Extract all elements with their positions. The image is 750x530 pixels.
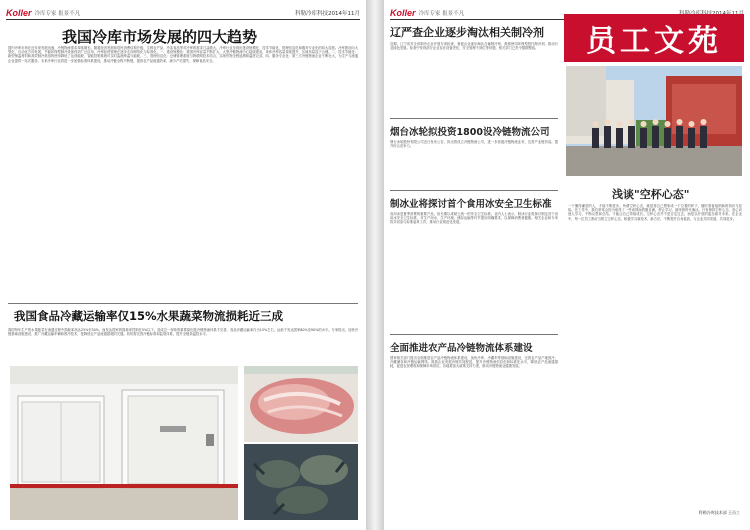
article-ice-hygiene-standard: 食用冰是夏季消费的重要产品，但长期以来缺乏统一的安全卫生标准。业内人士表示，制冰行业将探讨制定首个食用冰安全卫生标准，对生产用水、生产环境、储存运输等环节提出明确要求，以保障消费者健康。相关企业和专家将共同参与标准起草工作，推动行业规范化发展。 <box>390 212 558 225</box>
article-refrigerant-phaseout: 近期，辽宁省对全省制冷企业开展专项检查，督促企业逐步淘汰含氟制冷剂，鼓励使用环保型替代制冷剂，推动行业绿色发展。检查中发现部分企业存在设备老化、安全管理不到位等问题，相关部门已责令限期整改。 <box>390 42 558 51</box>
headline-cold-storage-trends: 我国冷库市场发展的四大趋势 <box>62 28 258 46</box>
left-page <box>0 0 366 530</box>
divider <box>8 303 358 304</box>
company-logo: Koller <box>390 7 416 18</box>
seafood-crab-photo <box>244 444 358 520</box>
article-yantai-moon-investment: 烟台冰轮股份有限公司近日发布公告，拟出资设立冷链物流公司，进一步拓展冷链物流业务，完善产业链布局，提升综合竞争力。 <box>390 140 558 149</box>
headline-yantai-moon-investment: 烟台冰轮拟投资1800设冷链物流公司 <box>390 127 550 138</box>
left-header <box>6 6 360 20</box>
staff-group-photo <box>566 66 742 176</box>
headline-agri-cold-chain: 全面推进农产品冷链物流体系建设 <box>390 343 533 354</box>
divider <box>390 190 558 191</box>
article-cold-transport-rate: 我国每年生产的水果蔬菜在流通过程中损耗率高达25%至30%，而发达国家的损耗率控制在5%以下。造成这一现象的重要原因是冷链物流体系不完善，食品冷藏运输率仅为15%左右，远低于发达国家80%至90%的水平。专家指出，加快冷链基础设施建设、推广冷藏运输车辆和预冷技术，是降低农产品流通损耗的关键。同时需完善冷链标准和监管体系，提升全链条温控水平。 <box>8 328 358 337</box>
company-logo: Koller <box>6 7 32 18</box>
article-agri-cold-chain: 国家相关部门提出全面推进农产品冷链物流体系建设，加快冷库、冷藏车等基础设施建设，完善农产品产地预冷、冷藏储存和冷链运输网络。鼓励企业发展冷链共同配送，提升冷链物流信息化和标准化水平，降低农产品流通损耗，促进农民增收和保障市场供应。各地要加大政策支持力度，推动冷链物流业健康发展。 <box>390 356 558 369</box>
frozen-meat-photo <box>244 366 358 442</box>
issue-date: 科勒冷库科技2014年11月 <box>295 10 360 17</box>
headline-ice-hygiene-standard: 制冰业将探讨首个食用冰安全卫生标准 <box>390 199 552 210</box>
cold-storage-interior-photo <box>10 366 238 520</box>
right-page <box>384 0 750 530</box>
divider <box>390 118 558 119</box>
article-cold-storage-trends: 国内冷库市场在近年来发展迅速，冷链物流需求持续增长。随着经济发展和居民消费结构升级，生鲜农产品、冷冻食品等对冷库的需求日益增大，冷库行业呈现出建设规模化、技术节能化、管理信息化和服务专业化的四大趋势。冷库建设向大型化、自动化方向发展，节能环保型制冷设备得到广泛应用，冷库经营管理正逐步走向网络化与标准化。一、建设规模化：我国冷库容量不断扩大，大型冷链物流中心陆续建成，单体冷库容量持续提升，区域布局趋于合理。二、技术节能化：新型保温材料和高效制冷机组的使用降低了运营能耗，智能控制系统可实时监测库温与能耗。三、管理信息化：仓储管理系统与物联网技术结合，实现货物全程追溯和温度记录。四、服务专业化：第三方冷链物流企业不断壮大，为生产与流通企业提供一站式服务。未来冷库行业将进一步加强标准体系建设，推动冷链全程不断链，提高农产品流通效率，减少产后损失，保障食品安全。 <box>8 46 358 63</box>
headline-cold-transport-rate: 我国食品冷藏运输率仅15%水果蔬菜物流损耗近三成 <box>14 309 284 323</box>
divider <box>390 334 558 335</box>
slogan: 冷库专家 报景不凡 <box>34 10 81 17</box>
headline-refrigerant-phaseout: 辽严查企业逐步淘汰相关制冷剂 <box>390 26 544 39</box>
essay-empty-cup-mentality: 一个懂得谦虚的人，才能不断进步。所谓空杯心态，就是将自己想象成一个空着的杯子，随时准备接纳新的知识与经验。在工作中，我们常常会因为取得了一些成绩而骄傲自满，停止学习，最终被时代淘汰。只有保持空杯心态，虚心向他人学习，不断反思和总结，才能让自己持续成长。空杯心态并不是否定过去，而是以开放的姿态面对未来。在企业中，每一位员工都应当树立空杯心态，积极学习新技术、新方法，不断提升自身素质，与企业共同发展，共同进步。 <box>568 204 742 221</box>
slogan: 冷库专家 报景不凡 <box>418 10 465 17</box>
essay-author: 科勒冷库技术部 王员工 <box>698 510 740 515</box>
essay-title: 浅谈"空杯心态" <box>612 188 690 201</box>
staff-column-banner: 员工文苑 <box>564 14 744 62</box>
page-gutter <box>366 0 384 530</box>
